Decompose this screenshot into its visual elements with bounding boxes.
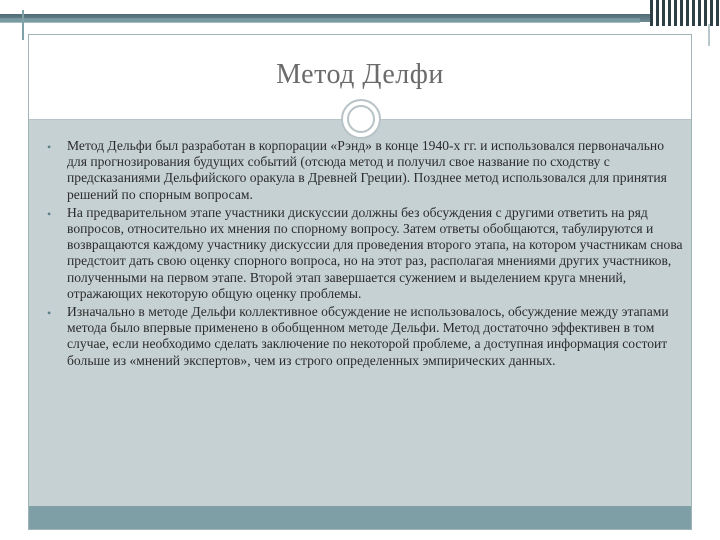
bullet-text: Метод Дельфи был разработан в корпорации «Рэнд» в конце 1940-х гг. и использовался первоначально для прогнозирования будущих событий (отсюда метод и получил свое название по сходству с предсказаниями Дельфийского оракула в Древней Греции). Позднее метод использовался для принятия решений по спорным вопросам. xyxy=(67,138,667,202)
double-circle-icon xyxy=(340,98,382,140)
left-accent-rule xyxy=(22,10,24,40)
corner-bars-decoration xyxy=(650,0,720,26)
bullet-list xyxy=(45,138,685,371)
slide-title: Метод Делфи xyxy=(276,59,444,90)
bullet-item xyxy=(45,205,685,302)
top-decorative-band xyxy=(0,0,720,26)
bullet-item xyxy=(45,304,685,369)
bullet-item xyxy=(45,138,685,203)
bullet-dot-icon: • xyxy=(47,306,52,321)
top-stripe-teal xyxy=(0,18,640,23)
content-panel xyxy=(29,120,691,506)
footer-band xyxy=(29,506,691,529)
right-accent-rule xyxy=(708,24,710,46)
bullet-text: На предварительном этапе участники дискуссии должны без обсуждения с другими ответить на ряд вопросов, относительно их мнения по спорному вопросу. Затем ответы обобщаются, табулируются и возвращаются каждому участнику дискуссии для проведения второго этапа, на котором участникам снова предстоит дать свою оценку спорного вопроса, но на этот раз, располагая мнениями других участников, полученными на первом этапе. Второй этап завершается сужением и выделением круга мнений, отражающих некоторую общую оценку проблемы. xyxy=(67,204,683,301)
bullet-dot-icon: • xyxy=(47,140,52,154)
bullet-text: Изначально в методе Дельфи коллективное обсуждение не использовалось, обсуждение между этапами метода было впервые применено в обобщенном методе Дельфи. Метод достаточно эффективен в том случае, если необходимо сделать заключение по некоторой проблеме, а доступная информация состоит больше из «мнений экспертов», чем из строго определенных эмпирических данных. xyxy=(67,304,669,368)
bullet-dot-icon: • xyxy=(47,206,52,221)
